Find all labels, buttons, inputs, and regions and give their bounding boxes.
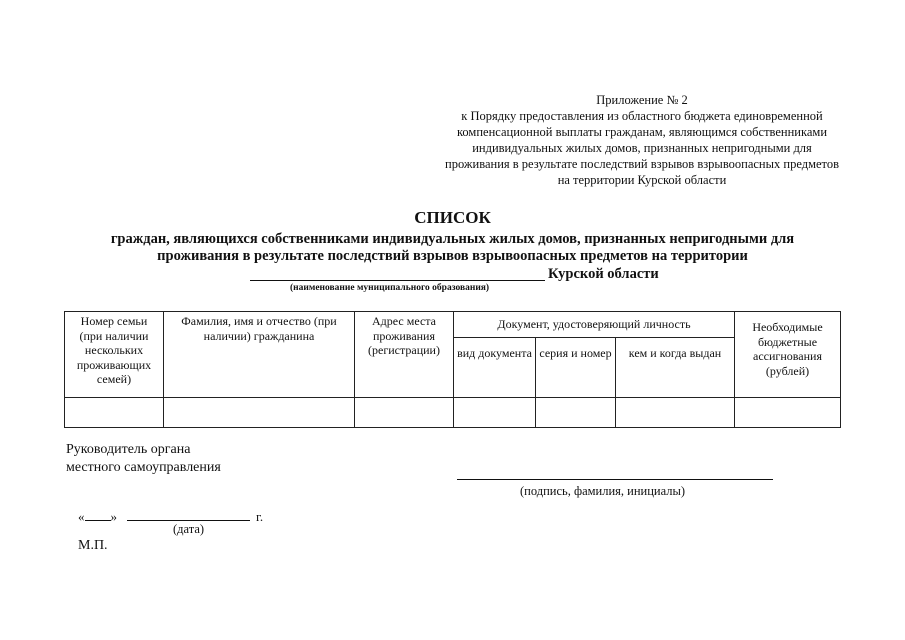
header-budget: Необходимые бюджетные ассигнования (рублей) (735, 312, 841, 398)
date-open-quote: « (78, 509, 85, 524)
appendix-line: к Порядку предоставления из областного бюджета единовременной (461, 109, 823, 123)
appendix-line: компенсационной выплаты гражданам, являющимся собственниками (456, 125, 828, 139)
date-field (78, 508, 263, 525)
date-close-quote: » (110, 509, 117, 524)
header-full-name: Фамилия, имя и отчество (при наличии) гражданина (164, 312, 355, 398)
stamp-placeholder: М.П. (78, 538, 108, 553)
table-cell (735, 398, 841, 428)
month-blank (127, 508, 250, 521)
table-cell (616, 398, 735, 428)
table-cell (454, 398, 536, 428)
table-cell (536, 398, 616, 428)
document-title: СПИСОК (414, 208, 491, 227)
table-row (65, 398, 841, 428)
appendix-line: проживания в результате последствий взрывов взрывоопасных предметов (445, 157, 839, 171)
region-name: Курской области (548, 266, 659, 282)
appendix-line: на территории Курской области (557, 173, 727, 187)
signature-line (457, 479, 773, 480)
header-identity-document: Документ, удостоверяющий личность (454, 312, 735, 338)
table-cell (65, 398, 164, 428)
subtitle-line: проживания в результате последствий взрывов взрывоопасных предметов на территории (157, 248, 748, 264)
citizens-table (64, 311, 841, 428)
header-address: Адрес места проживания (регистрации) (355, 312, 454, 398)
appendix-block (430, 92, 854, 188)
day-blank (85, 508, 111, 521)
table-cell (164, 398, 355, 428)
appendix-title: Приложение № 2 (596, 93, 688, 107)
head-of-authority-label (66, 441, 221, 477)
year-suffix: г. (256, 509, 264, 524)
date-caption: (дата) (173, 522, 205, 536)
appendix-line: индивидуальных жилых домов, признанных непригодными для (472, 141, 812, 155)
subheader-issued-by: кем и когда выдан (616, 338, 735, 398)
table-cell (355, 398, 454, 428)
head-label-line: Руководитель органа (66, 442, 191, 457)
document-subtitle (0, 231, 905, 265)
municipality-caption: (наименование муниципального образования) (290, 283, 490, 293)
header-family-number: Номер семьи (при наличии нескольких проживающих семей) (65, 312, 164, 398)
head-label-line: местного самоуправления (66, 460, 221, 475)
subtitle-line: граждан, являющихся собственниками индивидуальных жилых домов, признанных непригодными для (110, 231, 795, 247)
municipality-blank-line (250, 280, 545, 281)
table-header-row (65, 312, 841, 338)
subheader-doc-type: вид документа (454, 338, 536, 398)
subheader-series-number: серия и номер (536, 338, 616, 398)
signature-caption: (подпись, фамилия, инициалы) (520, 484, 686, 498)
